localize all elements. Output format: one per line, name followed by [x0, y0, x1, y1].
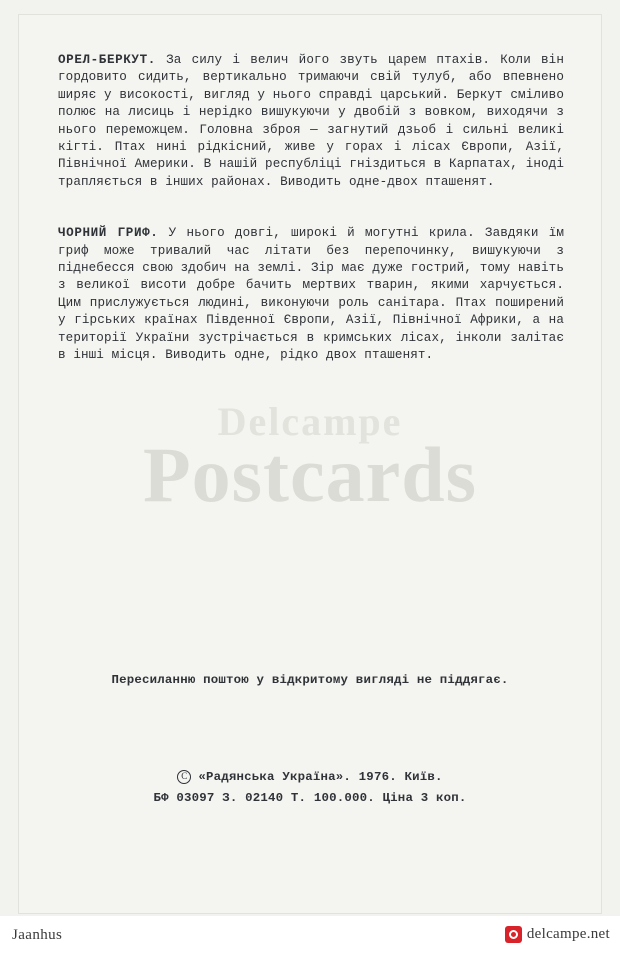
imprint-block [0, 767, 620, 809]
paragraph-black-vulture-body: У нього довгі, широкі й могутні крила. Завдяки їм гриф може тривалий час літати без перепочинку, вишукуючи з піднебесся свою здобич на землі. Зір має дуже гострий, тому навіть з великої висоти добре бачить мертвих тварин, якими харчується. Цим прислужується людині, виконуючи роль санітара. Птах поширений у гірських країнах Південної Європи, Азії, Північної Африки, а на території України зустрічається в кримських лісах, інколи залітає в інші місця. Виводить одне, рідко двох пташенят. [58, 226, 572, 363]
description-text-block [58, 52, 572, 399]
watermark-delcampe: Delcampe [217, 399, 403, 444]
paragraph-black-vulture [58, 225, 572, 364]
postal-notice: Пересиланню поштою у відкритому вигляді не піддягає. [111, 673, 509, 687]
imprint-publisher-line [0, 767, 620, 788]
paragraph-golden-eagle [58, 52, 572, 191]
imprint-details-line: БФ 03097 З. 02140 Т. 100.000. Ціна 3 коп. [153, 791, 467, 805]
paragraph-golden-eagle-lead: ОРЕЛ-БЕРКУТ. [58, 53, 156, 67]
seller-name: Jaanhus [12, 927, 63, 943]
paragraph-black-vulture-lead: ЧОРНИЙ ГРИФ. [58, 226, 159, 241]
delcampe-branding[interactable] [505, 926, 610, 943]
watermark-postcards: Postcards [143, 431, 477, 518]
delcampe-site-label: delcampe.net [526, 926, 610, 942]
viewer-footer-bar [0, 916, 620, 956]
imprint-publisher-text: «Радянська Україна». 1976. Київ. [198, 770, 443, 784]
copyright-icon: C [177, 770, 191, 784]
paragraph-golden-eagle-body: За силу і велич його звуть царем птахів. Коли він гордовито сидить, вертикально тримаючи свій тулуб, або впевнено ширяє у високості, вигляд у нього справді царський. Беркут сміливо полює на лисиць і нерідко вишукуючи у двобій з вовком, виходячи з нього переможцем. Головна зброя — загнутий дзьоб і сильні великі кігті. Птах нині рідкісний, живе у горах і лісах Європи, Азії, Північної Америки. В нашій республіці гніздиться в Карпатах, іноді трапляється в інших районах. Виводить одне-двох пташенят. [58, 53, 572, 189]
delcampe-logo-icon [505, 926, 522, 943]
